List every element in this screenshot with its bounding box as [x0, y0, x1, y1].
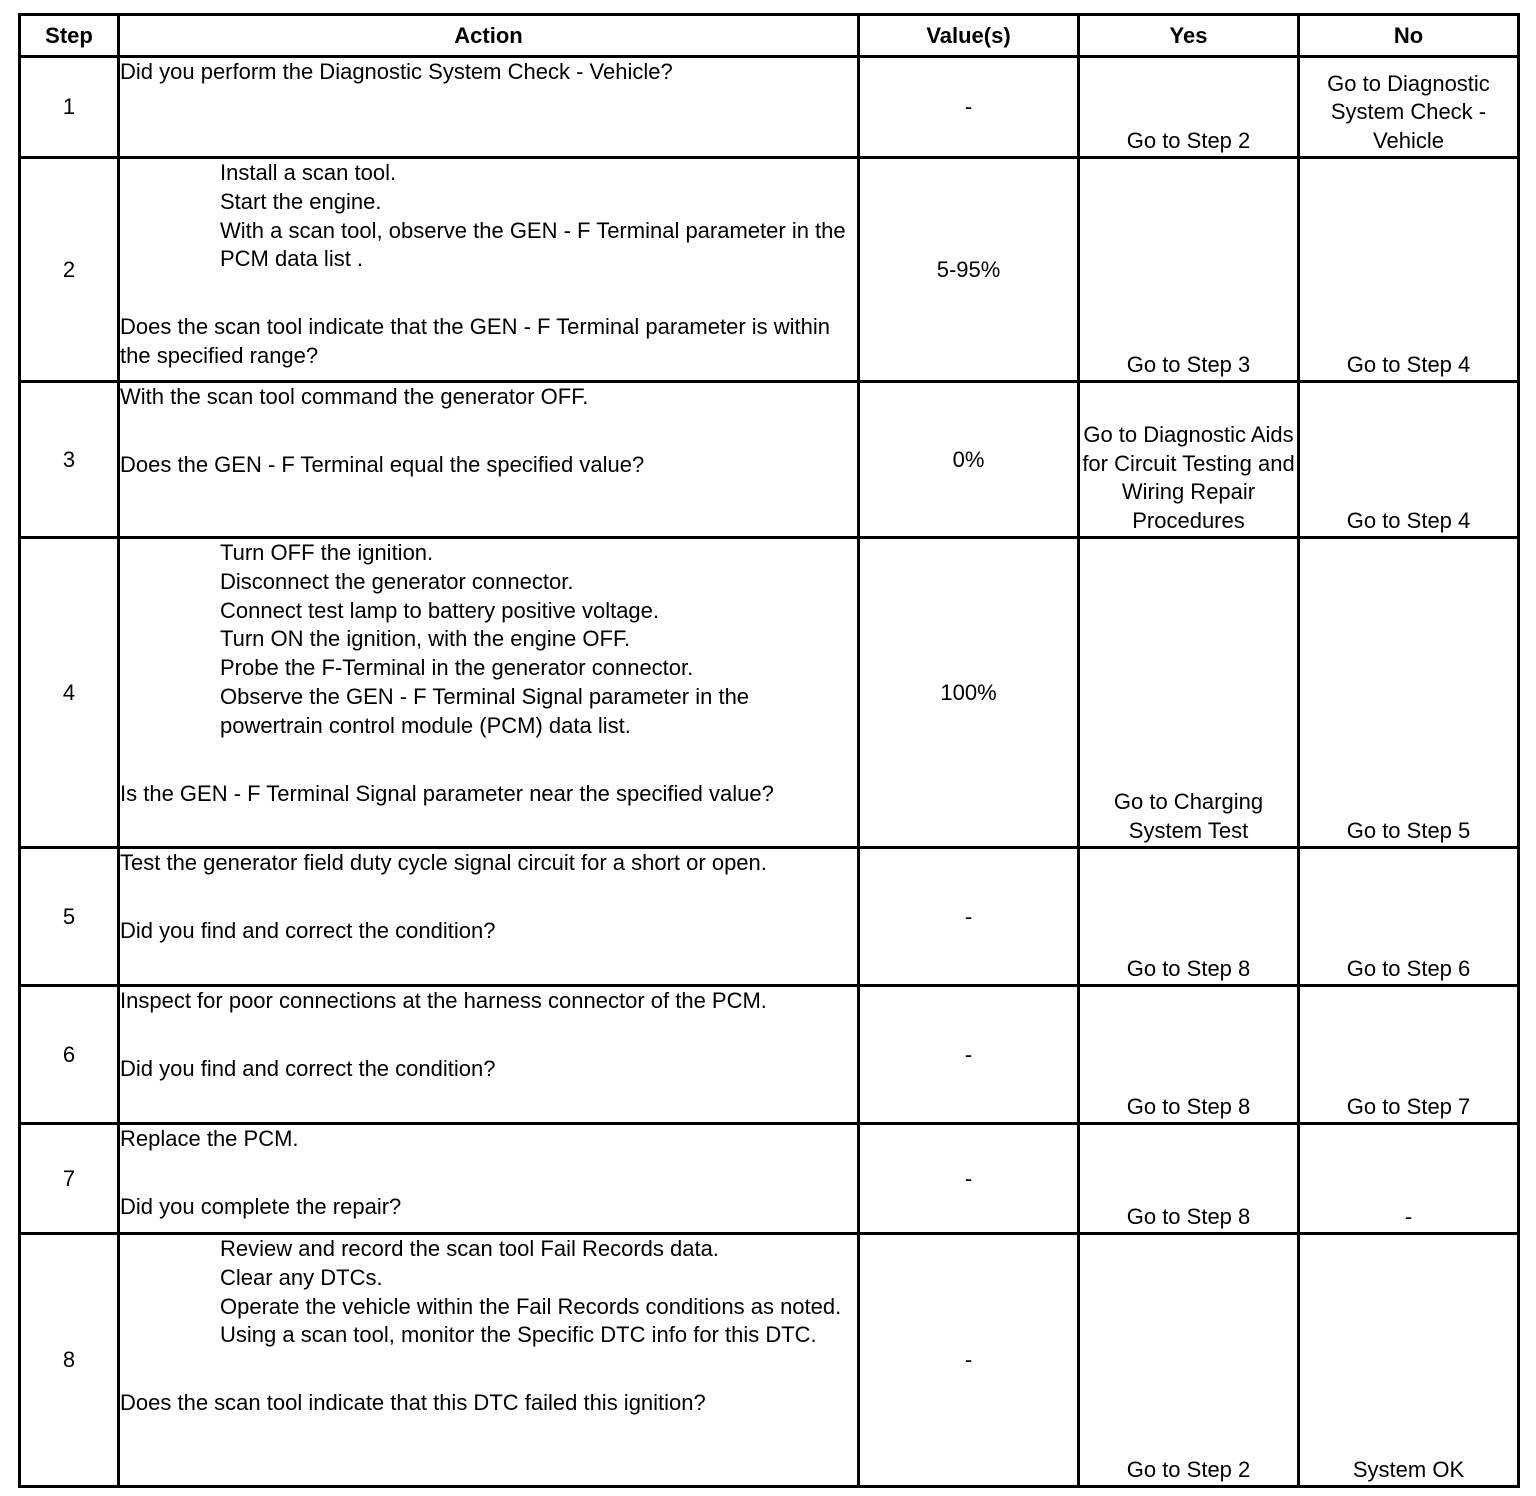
step-number: 1 [20, 57, 119, 158]
header-action: Action [119, 15, 859, 57]
action-step: Start the engine. [220, 188, 382, 214]
value-cell: 5-95% [859, 158, 1079, 382]
yes-cell: Go to Step 2 [1079, 1234, 1299, 1487]
action-cell [119, 158, 859, 382]
action-step: Review and record the scan tool Fail Records data. [220, 1236, 719, 1261]
action-step: Turn OFF the ignition. [220, 540, 434, 565]
table-row [20, 986, 1519, 1124]
no-cell: Go to Step 7 [1299, 986, 1519, 1124]
yes-cell: Go to Charging System Test [1079, 538, 1299, 848]
action-cell [119, 1234, 859, 1487]
action-question: Does the scan tool indicate that the GEN - F Terminal parameter is within the specified range? [120, 314, 831, 368]
value-cell: 100% [859, 538, 1079, 848]
action-step: Clear any DTCs. [220, 1264, 383, 1290]
no-cell: System OK [1299, 1234, 1519, 1487]
action-step: Observe the GEN - F Terminal Signal parameter in the powertrain control module (PCM) data list. [220, 683, 750, 738]
action-question: Did you complete the repair? [120, 1193, 402, 1219]
header-step: Step [20, 15, 119, 57]
value-cell: - [859, 1124, 1079, 1234]
table-row [20, 1124, 1519, 1234]
header-values: Value(s) [859, 15, 1079, 57]
action-step: Operate the vehicle within the Fail Records conditions as noted. [220, 1293, 842, 1319]
no-cell: Go to Diagnostic System Check - Vehicle [1299, 57, 1519, 158]
step-number: 2 [20, 158, 119, 382]
step-number: 7 [20, 1124, 119, 1234]
action-cell [119, 1124, 859, 1234]
action-step: Turn ON the ignition, with the engine OFF. [220, 626, 631, 652]
header-yes: Yes [1079, 15, 1299, 57]
action-text: With the scan tool command the generator OFF. [120, 384, 589, 409]
action-step: With a scan tool, observe the GEN - F Terminal parameter in the PCM data list . [220, 217, 846, 272]
no-cell: Go to Step 6 [1299, 848, 1519, 986]
action-step: Install a scan tool. [220, 160, 397, 185]
action-question: Did you find and correct the condition? [120, 1055, 496, 1081]
yes-cell: Go to Step 3 [1079, 158, 1299, 382]
header-row [20, 15, 1519, 57]
step-number: 6 [20, 986, 119, 1124]
no-cell: Go to Step 4 [1299, 382, 1519, 538]
action-question: Did you find and correct the condition? [120, 917, 496, 943]
table-row [20, 1234, 1519, 1487]
action-step: Probe the F-Terminal in the generator connector. [220, 655, 694, 681]
no-cell: Go to Step 4 [1299, 158, 1519, 382]
action-text: Inspect for poor connections at the harness connector of the PCM. [120, 988, 767, 1013]
value-cell: - [859, 1234, 1079, 1487]
yes-cell: Go to Step 8 [1079, 848, 1299, 986]
step-number: 5 [20, 848, 119, 986]
value-cell: - [859, 986, 1079, 1124]
action-cell [119, 986, 859, 1124]
action-text: Did you perform the Diagnostic System Check - Vehicle? [120, 59, 673, 84]
action-text: Test the generator field duty cycle signal circuit for a short or open. [120, 850, 767, 875]
action-question: Is the GEN - F Terminal Signal parameter near the specified value? [120, 780, 774, 806]
action-step: Connect test lamp to battery positive voltage. [220, 597, 660, 623]
action-cell [119, 57, 859, 158]
action-cell [119, 538, 859, 848]
table-row [20, 57, 1519, 158]
yes-cell: Go to Step 8 [1079, 986, 1299, 1124]
yes-cell: Go to Step 8 [1079, 1124, 1299, 1234]
step-number: 4 [20, 538, 119, 848]
action-question: Does the GEN - F Terminal equal the specified value? [120, 451, 645, 477]
action-text: Replace the PCM. [120, 1126, 299, 1151]
action-step: Disconnect the generator connector. [220, 568, 574, 594]
no-cell: - [1299, 1124, 1519, 1234]
no-cell: Go to Step 5 [1299, 538, 1519, 848]
header-no: No [1299, 15, 1519, 57]
action-cell [119, 382, 859, 538]
table-row [20, 382, 1519, 538]
value-cell: - [859, 57, 1079, 158]
table-row [20, 538, 1519, 848]
action-question: Does the scan tool indicate that this DTC failed this ignition? [120, 1390, 706, 1416]
value-cell: 0% [859, 382, 1079, 538]
yes-cell: Go to Step 2 [1079, 57, 1299, 158]
action-cell [119, 848, 859, 986]
step-number: 8 [20, 1234, 119, 1487]
table-row [20, 848, 1519, 986]
yes-cell: Go to Diagnostic Aids for Circuit Testing and Wiring Repair Procedures [1079, 382, 1299, 538]
table-row [20, 158, 1519, 382]
diagnostic-table [18, 13, 1520, 1488]
action-step: Using a scan tool, monitor the Specific DTC info for this DTC. [220, 1322, 817, 1348]
step-number: 3 [20, 382, 119, 538]
value-cell: - [859, 848, 1079, 986]
